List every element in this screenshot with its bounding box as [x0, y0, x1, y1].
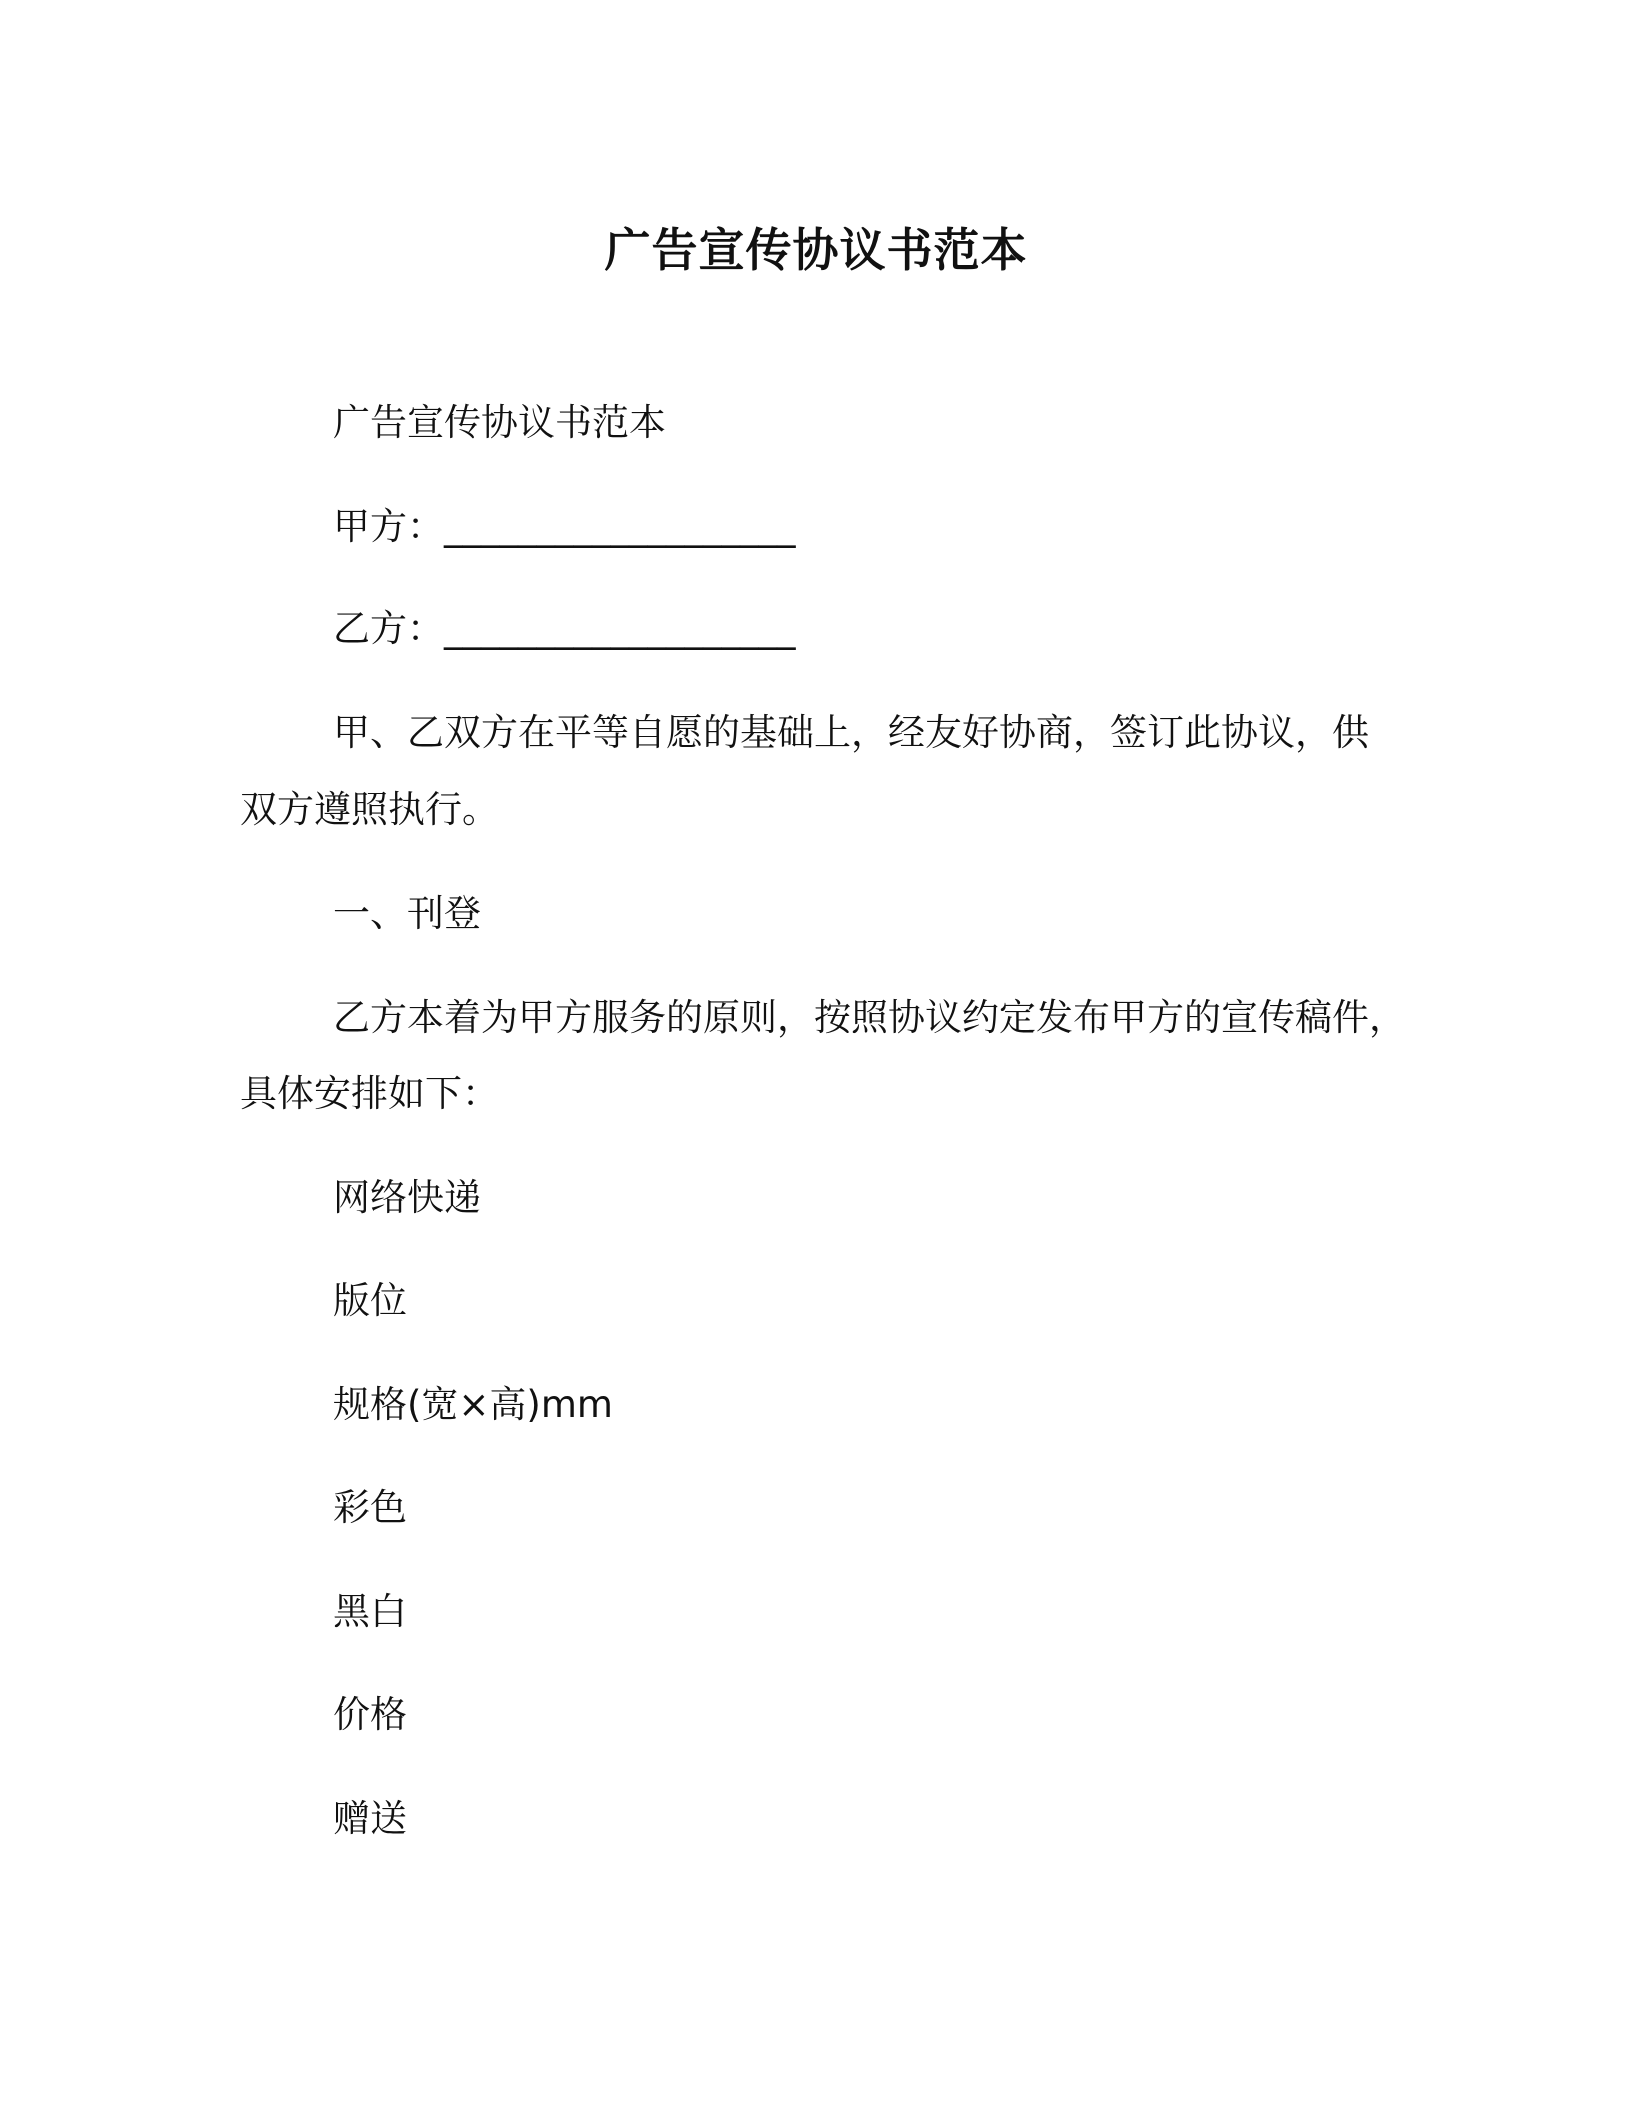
list-item: 彩色	[333, 1486, 407, 1529]
section-1-paragraph-line-2: 具体安排如下：	[240, 1072, 499, 1115]
list-item: 黑白	[333, 1590, 407, 1633]
list-item: 赠送	[333, 1797, 407, 1840]
list-item: 网络快递	[333, 1176, 481, 1219]
section-1-heading: 一、刊登	[333, 892, 481, 935]
document-subtitle: 广告宣传协议书范本	[333, 401, 666, 444]
document-title: 广告宣传协议书范本	[604, 223, 1028, 277]
list-item: 规格(宽×高)mm	[333, 1383, 613, 1426]
list-item: 价格	[333, 1693, 407, 1736]
section-1-paragraph-line-1: 乙方本着为甲方服务的原则，按照协议约定发布甲方的宣传稿件，	[333, 996, 1406, 1039]
list-item: 版位	[333, 1279, 407, 1322]
intro-paragraph-line-1: 甲、乙双方在平等自愿的基础上，经友好协商，签订此协议，供	[333, 711, 1369, 754]
party-a-line: 甲方：___________________	[333, 505, 796, 548]
intro-paragraph-line-2: 双方遵照执行。	[240, 788, 499, 831]
party-b-line: 乙方：___________________	[333, 607, 796, 650]
